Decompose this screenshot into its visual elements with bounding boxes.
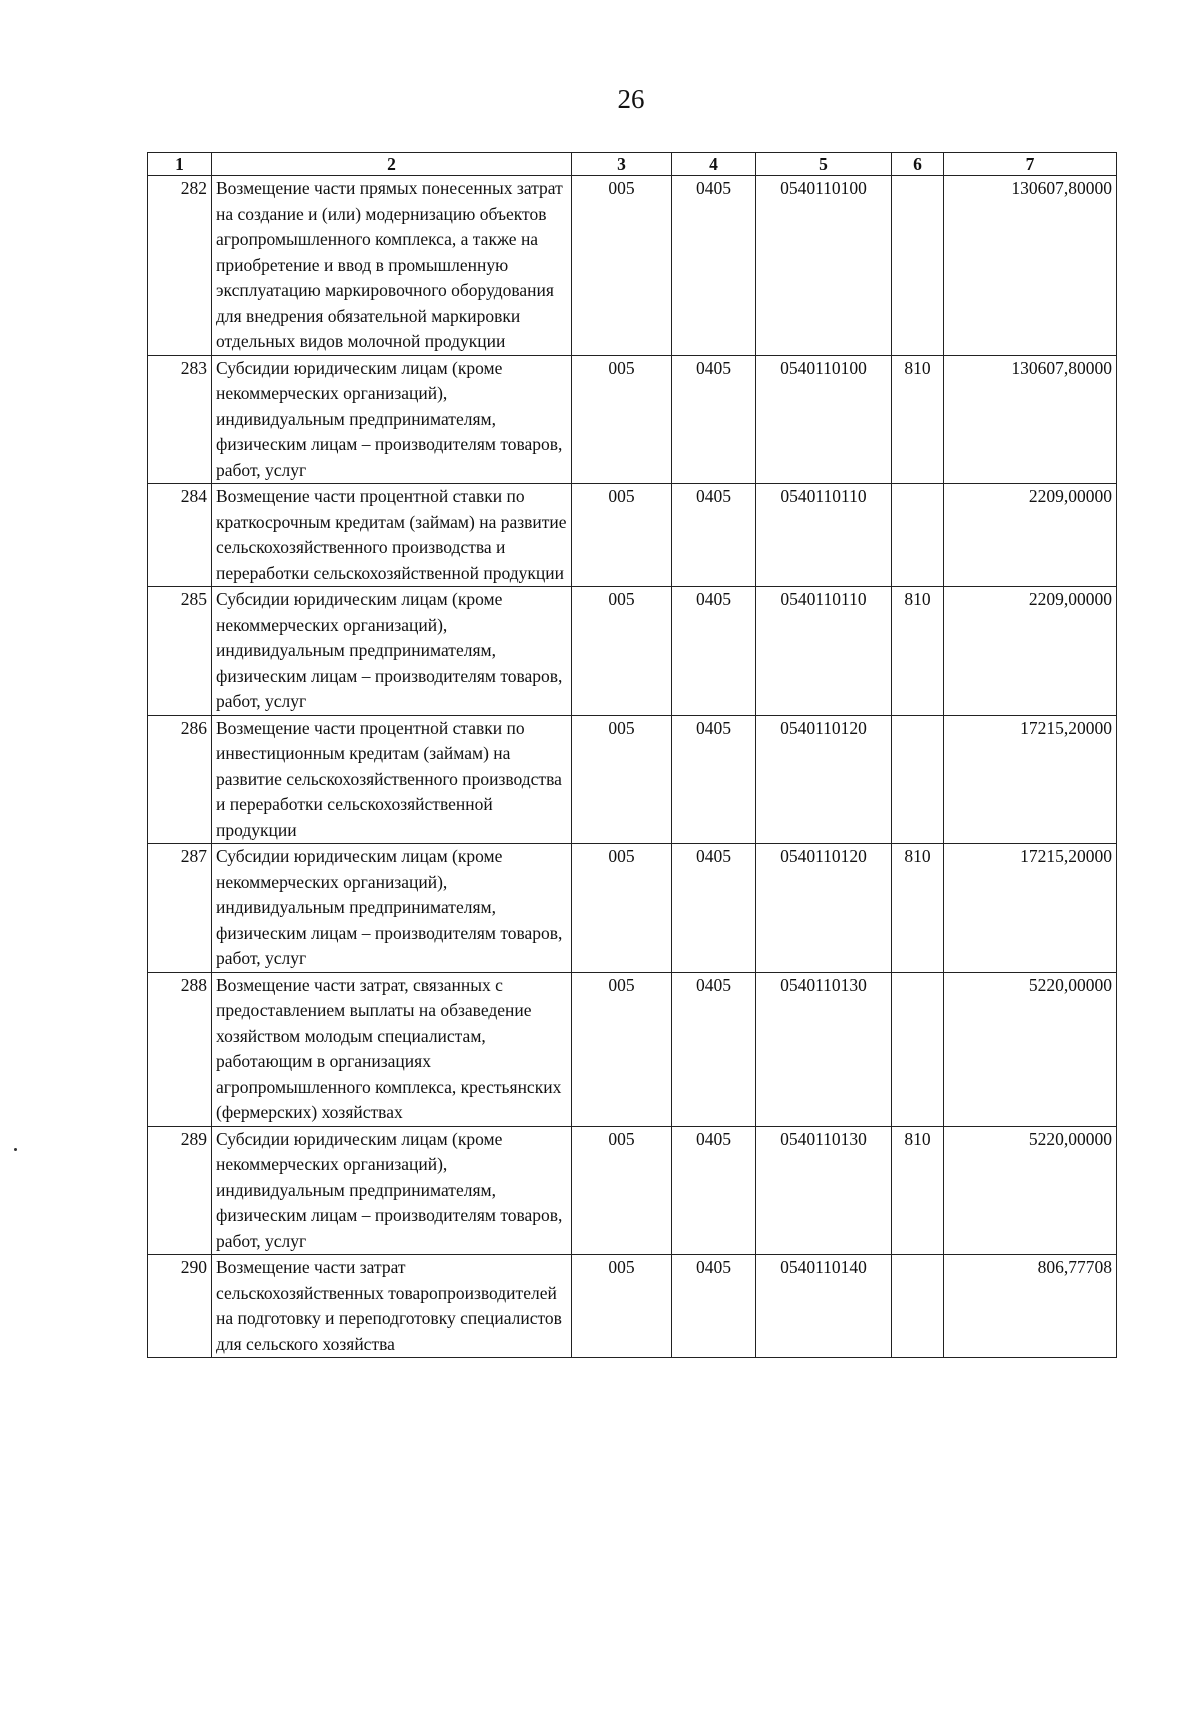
row-sum: 17215,20000 <box>944 715 1117 844</box>
row-sum: 2209,00000 <box>944 484 1117 587</box>
row-sum: 5220,00000 <box>944 972 1117 1126</box>
row-name: Возмещение части затрат сельскохозяйственных товаропроизводителей на подготовку и переподготовку специалистов для сельского хозяйства <box>212 1255 572 1358</box>
row-code-3: 005 <box>572 484 672 587</box>
row-code-6: 810 <box>892 1126 944 1255</box>
row-sum: 5220,00000 <box>944 1126 1117 1255</box>
table-row <box>148 972 1117 1126</box>
row-name: Субсидии юридическим лицам (кроме некоммерческих организаций), индивидуальным предпринимателям, физическим лицам – производителям товаров, работ, услуг <box>212 844 572 973</box>
row-number: 289 <box>148 1126 212 1255</box>
budget-table <box>147 152 1117 1358</box>
row-sum: 17215,20000 <box>944 844 1117 973</box>
row-code-4: 0405 <box>672 715 756 844</box>
row-code-6: 810 <box>892 587 944 716</box>
row-code-5: 0540110140 <box>756 1255 892 1358</box>
header-col-7: 7 <box>944 153 1117 176</box>
row-number: 282 <box>148 176 212 356</box>
table-header <box>148 153 1117 176</box>
header-col-4: 4 <box>672 153 756 176</box>
row-code-4: 0405 <box>672 1126 756 1255</box>
row-code-4: 0405 <box>672 587 756 716</box>
row-number: 285 <box>148 587 212 716</box>
row-name: Возмещение части прямых понесенных затрат на создание и (или) модернизацию объектов агропромышленного комплекса, а также на приобретение и ввод в промышленную эксплуатацию маркировочного оборудования для внедрения обязательной маркировки отдельных видов молочной продукции <box>212 176 572 356</box>
row-code-5: 0540110130 <box>756 1126 892 1255</box>
row-name: Субсидии юридическим лицам (кроме некоммерческих организаций), индивидуальным предпринимателям, физическим лицам – производителям товаров, работ, услуг <box>212 1126 572 1255</box>
row-code-5: 0540110110 <box>756 587 892 716</box>
row-code-3: 005 <box>572 1126 672 1255</box>
row-code-6: 810 <box>892 355 944 484</box>
row-code-3: 005 <box>572 1255 672 1358</box>
row-sum: 130607,80000 <box>944 355 1117 484</box>
row-code-6 <box>892 176 944 356</box>
scan-speck <box>14 1148 17 1151</box>
header-col-3: 3 <box>572 153 672 176</box>
row-code-3: 005 <box>572 587 672 716</box>
row-code-4: 0405 <box>672 355 756 484</box>
page-number: 26 <box>617 84 645 114</box>
row-name: Субсидии юридическим лицам (кроме некоммерческих организаций), индивидуальным предпринимателям, физическим лицам – производителям товаров, работ, услуг <box>212 355 572 484</box>
row-code-6 <box>892 484 944 587</box>
row-name: Субсидии юридическим лицам (кроме некоммерческих организаций), индивидуальным предпринимателям, физическим лицам – производителям товаров, работ, услуг <box>212 587 572 716</box>
row-code-3: 005 <box>572 176 672 356</box>
table-row <box>148 1126 1117 1255</box>
table-row <box>148 176 1117 356</box>
row-code-5: 0540110110 <box>756 484 892 587</box>
row-code-5: 0540110100 <box>756 176 892 356</box>
row-code-5: 0540110120 <box>756 715 892 844</box>
row-code-3: 005 <box>572 972 672 1126</box>
row-code-4: 0405 <box>672 176 756 356</box>
row-code-5: 0540110130 <box>756 972 892 1126</box>
row-code-6 <box>892 715 944 844</box>
header-col-1: 1 <box>148 153 212 176</box>
row-code-6 <box>892 1255 944 1358</box>
row-code-4: 0405 <box>672 1255 756 1358</box>
row-name: Возмещение части процентной ставки по краткосрочным кредитам (займам) на развитие сельскохозяйственного производства и переработки сельскохозяйственной продукции <box>212 484 572 587</box>
row-number: 287 <box>148 844 212 973</box>
table-row <box>148 1255 1117 1358</box>
header-row <box>148 153 1117 176</box>
row-code-5: 0540110120 <box>756 844 892 973</box>
header-col-5: 5 <box>756 153 892 176</box>
row-sum: 130607,80000 <box>944 176 1117 356</box>
row-code-6: 810 <box>892 844 944 973</box>
row-number: 288 <box>148 972 212 1126</box>
row-code-3: 005 <box>572 715 672 844</box>
table-row <box>148 355 1117 484</box>
row-code-4: 0405 <box>672 484 756 587</box>
table-row <box>148 715 1117 844</box>
row-sum: 2209,00000 <box>944 587 1117 716</box>
row-code-3: 005 <box>572 355 672 484</box>
row-name: Возмещение части процентной ставки по инвестиционным кредитам (займам) на развитие сельскохозяйственного производства и переработки сельскохозяйственной продукции <box>212 715 572 844</box>
table-row <box>148 484 1117 587</box>
row-code-3: 005 <box>572 844 672 973</box>
row-code-5: 0540110100 <box>756 355 892 484</box>
row-number: 286 <box>148 715 212 844</box>
header-col-2: 2 <box>212 153 572 176</box>
row-sum: 806,77708 <box>944 1255 1117 1358</box>
row-number: 290 <box>148 1255 212 1358</box>
row-name: Возмещение части затрат, связанных с предоставлением выплаты на обзаведение хозяйством молодым специалистам, работающим в организациях агропромышленного комплекса, крестьянских (фермерских) хозяйствах <box>212 972 572 1126</box>
row-code-4: 0405 <box>672 844 756 973</box>
row-number: 284 <box>148 484 212 587</box>
table-row <box>148 844 1117 973</box>
row-code-4: 0405 <box>672 972 756 1126</box>
header-col-6: 6 <box>892 153 944 176</box>
table-row <box>148 587 1117 716</box>
row-code-6 <box>892 972 944 1126</box>
row-number: 283 <box>148 355 212 484</box>
